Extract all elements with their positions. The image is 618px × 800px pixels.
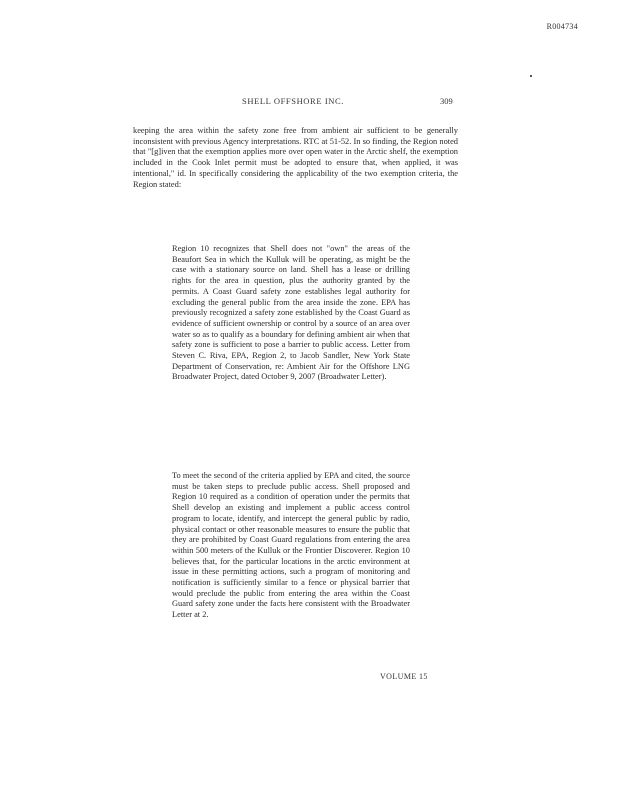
running-head: SHELL OFFSHORE INC.: [242, 96, 344, 106]
volume-footer: VOLUME 15: [380, 672, 428, 681]
body-paragraph: keeping the area within the safety zone free from ambient air sufficient to be generally inconsistent with previous Agency interpretations. RTC at 51-52. In so finding, the Region noted that "[g]iven that the exemption applies more over open water in the Arctic shelf, the exemption included in the Cook Inlet permit must be adopted to ensure that, when applied, it was intentional," id. In specifically considering the applicability of the two exemption criteria, the Region stated:: [133, 126, 458, 189]
page-number: 309: [440, 96, 453, 106]
scan-speck: [530, 75, 532, 77]
block-quote-1: Region 10 recognizes that Shell does not "own" the areas of the Beaufort Sea in which the Kulluk will be operating, as might be the case with a stationary source on land. Shell has a lease or drilling rights for the area in question, plus the authority granted by the permits. A Coast Guard safety zone establishes legal authority for excluding the general public from the area inside the zone. EPA has previously recognized a safety zone established by the Coast Guard as evidence of sufficient ownership or control by a source of an area over water so as to qualify as a boundary for defining ambient air when that safety zone is sufficient to pose a barrier to public access. Letter from Steven C. Riva, EPA, Region 2, to Jacob Sandler, New York State Department of Conservation, re: Ambient Air for the Offshore LNG Broadwater Project, dated October 9, 2007 (Broadwater Letter).: [172, 244, 410, 382]
block-quote-2: To meet the second of the criteria applied by EPA and cited, the source must be taken steps to preclude public access. Shell proposed and Region 10 required as a condition of operation under the permits that Shell develop an existing and implement a public access control program to locate, identify, and intercept the general public by radio, physical contact or other reasonable measures to ensure the public that they are prohibited by Coast Guard regulations from entering the area within 500 meters of the Kulluk or the Frontier Discoverer. Region 10 believes that, for the particular locations in the arctic environment at issue in these permitting actions, such a program of monitoring and notification is sufficiently similar to a fence or physical barrier that would preclude the public from entering the area within the Coast Guard safety zone under the facts here consistent with the Broadwater Letter at 2.: [172, 471, 410, 620]
bates-number: R004734: [546, 22, 578, 31]
